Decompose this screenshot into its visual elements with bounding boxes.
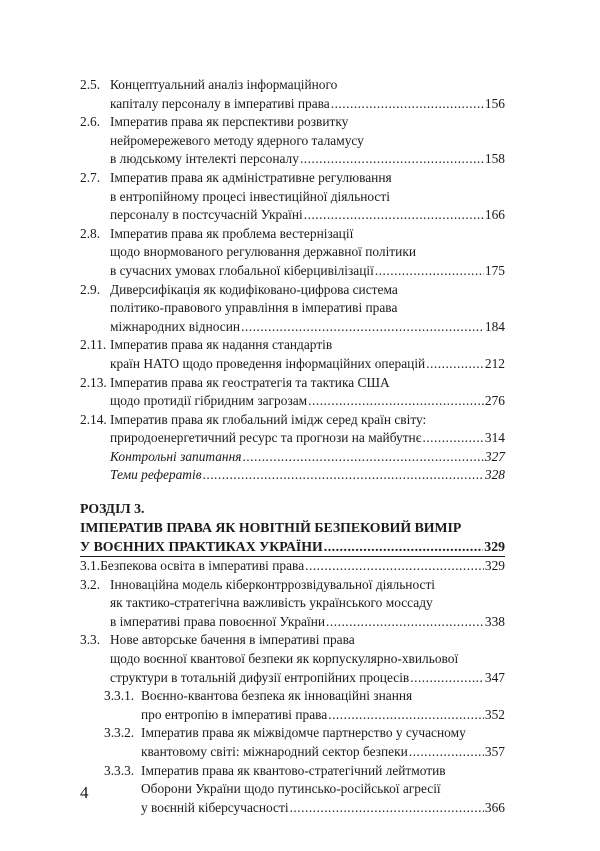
entry-page: 184 (484, 318, 505, 334)
entry-title: щодо протидії гібридним загрозам (110, 393, 308, 409)
entry-page: 328 (484, 467, 505, 483)
toc-entry (80, 374, 505, 411)
entry-title: Імператив права як геостратегія та тактика США (110, 374, 390, 390)
toc-entry (80, 411, 505, 448)
leader-dots (422, 429, 483, 448)
toc-entry (80, 448, 505, 467)
toc-line (80, 557, 505, 576)
leader-dots (305, 557, 484, 576)
leader-dots (300, 150, 484, 169)
section-page: 329 (484, 539, 505, 555)
toc-entry (80, 169, 505, 225)
entry-title: Імператив права як надання стандартів (110, 337, 333, 353)
entry-title: нейромережевого методу ядерного таламусу (110, 132, 364, 148)
toc-line (80, 669, 505, 688)
entry-page: 276 (484, 393, 505, 409)
toc-entry (80, 762, 505, 818)
toc-line (80, 206, 505, 225)
entry-title: щодо воєнної квантової безпеки як корпускулярно-хвильової (110, 651, 459, 667)
entry-number: 2.9. (80, 281, 101, 297)
entry-page: 352 (484, 706, 505, 722)
toc-line (80, 687, 505, 706)
entry-title: природоенергетичний ресурс та прогнози на майбутнє (110, 430, 422, 446)
entry-title: персоналу в постсучасній Україні (110, 207, 303, 223)
entry-number: 3.2. (80, 576, 101, 592)
entry-title: квантовому світі: міжнародний сектор безпеки (141, 744, 408, 759)
entry-page: 212 (484, 355, 505, 371)
toc-entry (80, 576, 505, 632)
toc-line (80, 613, 505, 632)
toc-entry (80, 724, 505, 761)
entry-title: Імператив права як проблема вестернізації (110, 225, 354, 241)
section-title-line2 (80, 537, 505, 557)
entry-number: 3.3. (80, 632, 101, 648)
leader-dots (324, 537, 484, 556)
toc-line (80, 150, 505, 169)
toc-line (80, 724, 505, 743)
toc-entry (80, 557, 505, 576)
leader-dots (242, 448, 483, 467)
entry-page: 314 (484, 430, 505, 446)
toc-line (80, 336, 505, 355)
toc-line (80, 631, 505, 650)
section-title-line1: ІМПЕРАТИВ ПРАВА ЯК НОВІТНІЙ БЕЗПЕКОВИЙ ВИМІР (80, 520, 462, 536)
toc-line (80, 466, 505, 485)
toc-line (80, 355, 505, 374)
entry-title: міжнародних відносин (110, 318, 241, 334)
toc-line (80, 76, 505, 95)
toc-entry (80, 76, 505, 113)
toc-line (80, 318, 505, 337)
leader-dots (426, 355, 484, 374)
toc-line (80, 392, 505, 411)
entry-title: щодо внормованого регулювання державної політики (110, 244, 417, 260)
entry-number: 3.3.3. (104, 762, 135, 778)
entry-title: як тактико-стратегічна важливість українського моссаду (110, 595, 433, 611)
entry-title: структури в тотальній дифузії ентропійних процесів (110, 669, 410, 685)
section-label: РОЗДІЛ 3. (80, 501, 145, 517)
toc-line (80, 799, 505, 818)
entry-number: 2.11. (80, 337, 107, 353)
entry-number: 2.7. (80, 169, 101, 185)
toc-entry (80, 631, 505, 687)
toc-entry (80, 687, 505, 724)
toc-line (80, 411, 505, 430)
entry-number: 2.14. (80, 411, 107, 427)
entry-number: 3.3.2. (104, 725, 135, 741)
toc-part-3 (80, 557, 505, 817)
toc-entry (80, 336, 505, 373)
entry-number: 2.6. (80, 114, 101, 130)
leader-dots (241, 318, 484, 337)
toc-entry (80, 281, 505, 337)
entry-title: у воєнній кіберсучасності (141, 799, 289, 815)
toc-line (80, 188, 505, 207)
entry-title: Імператив права як квантово-стратегічний лейтмотив (141, 762, 446, 778)
entry-number: 2.5. (80, 77, 101, 92)
entry-page: 329 (484, 558, 505, 574)
entry-title: про ентропію в імперативі права (141, 706, 328, 722)
entry-number: 3.1. (80, 558, 101, 574)
entry-title: Диверсифікація як кодифіковано-цифрова система (110, 281, 398, 297)
toc-line (80, 762, 505, 781)
entry-title: в імперативі права повоєнної України (110, 613, 326, 629)
entry-title: Імператив права як глобальний імідж серед країн світу: (110, 411, 427, 427)
entry-title: Контрольні запитання (110, 448, 242, 464)
toc-line (80, 706, 505, 725)
entry-title: Концептуальний аналіз інформаційного (110, 77, 338, 92)
leader-dots (308, 392, 484, 411)
toc-line (80, 281, 505, 300)
toc-entry (80, 466, 505, 485)
table-of-contents (80, 76, 505, 817)
entry-title: Теми рефератів (110, 467, 202, 483)
entry-page: 156 (484, 95, 505, 111)
toc-line (80, 743, 505, 762)
entry-title: в сучасних умовах глобальної кіберцивілізації (110, 262, 374, 278)
leader-dots (326, 613, 484, 632)
entry-title: Імператив права як міжвідомче партнерство у сучасному (141, 725, 466, 741)
entry-page: 357 (484, 744, 505, 759)
toc-line (80, 169, 505, 188)
toc-line (80, 243, 505, 262)
toc-line (80, 262, 505, 281)
toc-line (80, 299, 505, 318)
leader-dots (375, 262, 484, 281)
entry-number: 3.3.1. (104, 688, 135, 704)
leader-dots (328, 706, 484, 725)
entry-title: політико-правового управління в імперативі права (110, 300, 398, 316)
entry-page: 338 (484, 613, 505, 629)
toc-line (80, 132, 505, 151)
toc-line (80, 650, 505, 669)
entry-title: Безпекова освіта в імперативі права (100, 558, 305, 574)
entry-title: країн НАТО щодо проведення інформаційних операцій (110, 355, 426, 371)
page-number: 4 (80, 783, 89, 802)
leader-dots (203, 466, 484, 485)
toc-line (80, 448, 505, 467)
toc-line (80, 225, 505, 244)
entry-title: капіталу персоналу в імперативі права (110, 95, 330, 111)
entry-title: в ентропійному процесі інвестиційної діяльності (110, 188, 390, 204)
leader-dots (409, 743, 484, 762)
toc-line (80, 594, 505, 613)
entry-page: 366 (484, 799, 505, 815)
leader-dots (410, 669, 484, 688)
toc-entry (80, 113, 505, 169)
toc-line (80, 780, 505, 799)
entry-page: 327 (484, 448, 505, 464)
entry-title: Воєнно-квантова безпека як інноваційні знання (141, 688, 413, 704)
toc-entry (80, 225, 505, 281)
leader-dots (290, 799, 484, 818)
toc-line (80, 95, 505, 114)
entry-number: 2.8. (80, 225, 101, 241)
entry-page: 347 (484, 669, 505, 685)
leader-dots (304, 206, 484, 225)
entry-title: Оборони України щодо путинсько-російської агресії (141, 781, 441, 797)
entry-page: 166 (484, 207, 505, 223)
toc-part-2 (80, 76, 505, 485)
entry-number: 2.13. (80, 374, 107, 390)
toc-line (80, 374, 505, 393)
toc-line (80, 576, 505, 595)
toc-line (80, 429, 505, 448)
section-title-text: У ВОЄННИХ ПРАКТИКАХ УКРАЇНИ (80, 539, 323, 555)
entry-title: в людському інтелекті персоналу (110, 151, 299, 167)
entry-title: Імператив права як адміністративне регулювання (110, 169, 392, 185)
entry-title: Інноваційна модель кіберконтррозвідувальної діяльності (110, 576, 436, 592)
entry-page: 158 (484, 151, 505, 167)
leader-dots (331, 95, 484, 114)
entry-page: 175 (484, 262, 505, 278)
entry-title: Нове авторське бачення в імперативі права (110, 632, 355, 648)
entry-title: Імператив права як перспективи розвитку (110, 114, 349, 130)
section-3-block (80, 499, 505, 557)
toc-line (80, 113, 505, 132)
